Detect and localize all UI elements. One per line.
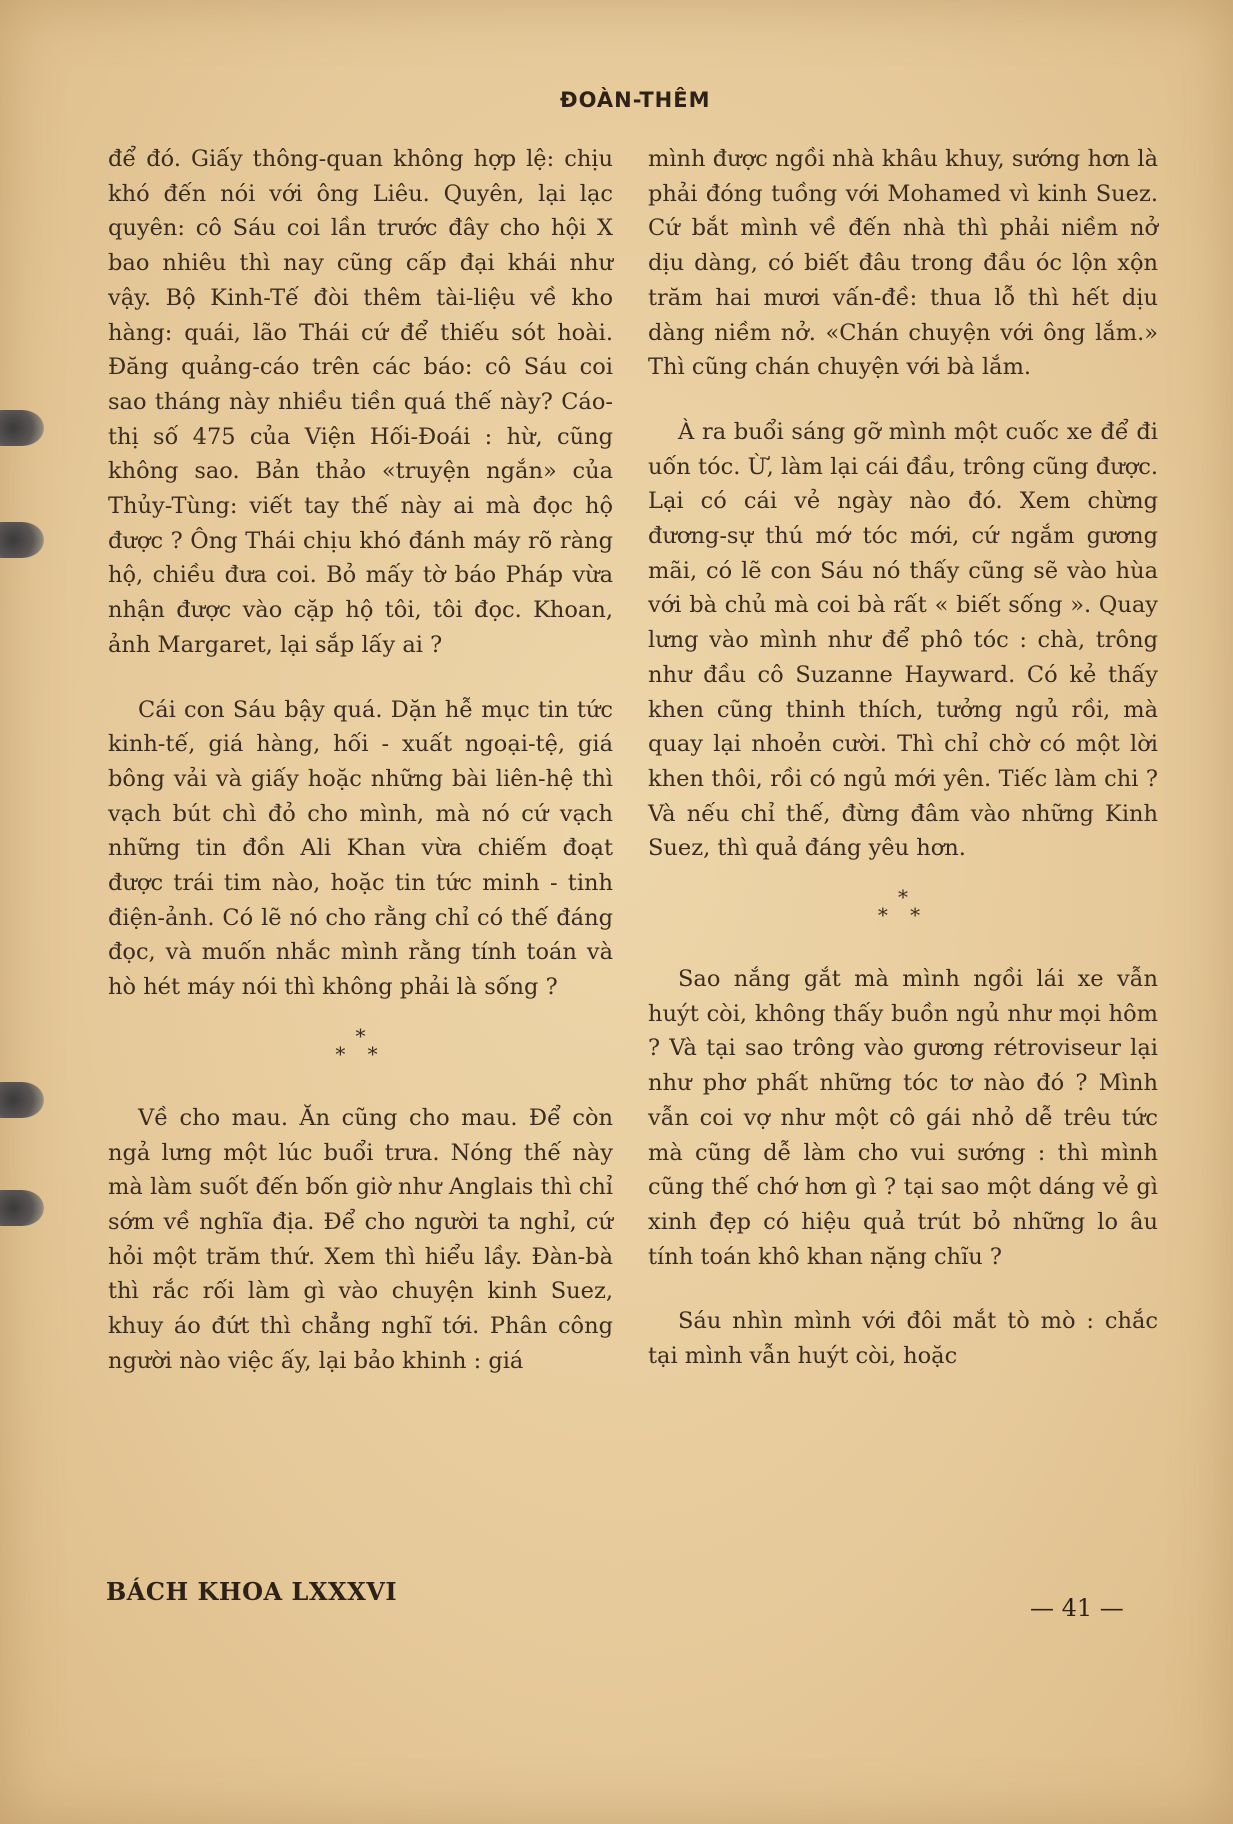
divider-star-bottom: * * — [335, 1041, 386, 1066]
divider-star-bottom: * * — [877, 903, 929, 928]
binding-hole-3 — [0, 1082, 44, 1118]
left-column — [108, 142, 613, 1379]
paragraph-gap — [648, 385, 1158, 415]
right-paragraph-1: mình được ngồi nhà khâu khuy, sướng hơn là phải đóng tuồng với Mohamed vì kinh Suez. Cứ bắt mình về đến nhà thì phải niềm nở dịu dàng, có biết đâu trong đầu óc lộn xộn trăm hai mươi vấn-đề: thua lỗ thì hết dịu dàng niềm nở. «Chán chuyện với ông lắm.» Thì cũng chán chuyện với bà lắm. — [648, 146, 1158, 381]
paragraph-gap — [108, 663, 613, 693]
divider-star-top: * — [355, 1023, 366, 1048]
paragraph-gap — [648, 1274, 1158, 1304]
publication-footer: BÁCH KHOA LXXXVI — [106, 1577, 398, 1606]
section-divider-left — [108, 1023, 613, 1066]
left-paragraph-3: Về cho mau. Ăn cũng cho mau. Để còn ngả lưng một lúc buổi trưa. Nóng thế này mà làm suốt đến bốn giờ như Anglais thì chỉ sớm về nghĩa địa. Để cho người ta nghỉ, cứ hỏi một trăm thứ. Xem thì hiểu lầy. Đàn-bà thì rắc rối làm gì vào chuyện kinh Suez, khuy áo đứt thì chẳng nghĩ tới. Phân công người nào việc ấy, lại bảo khinh : giá — [108, 1104, 613, 1374]
binding-hole-1 — [0, 410, 44, 446]
binding-hole-4 — [0, 1190, 44, 1226]
left-paragraph-1: để đó. Giấy thông-quan không hợp lệ: chịu khó đến nói với ông Liêu. Quyên, lại lạc quyên: cô Sáu coi lần trước đây cho hội X bao nhiêu thì nay cũng cấp đại khái như vậy. Bộ Kinh-Tế đòi thêm tài-liệu về kho hàng: quái, lão Thái cứ để thiếu sót hoài. Đăng quảng-cáo trên các báo: cô Sáu coi sao tháng này nhiều tiền quá thế này? Cáo-thị số 475 của Viện Hối-Đoái : hừ, cũng không sao. Bản thảo «truyện ngắn» của Thủy-Tùng: viết tay thế này ai mà đọc hộ được ? Ông Thái chịu khó đánh máy rõ ràng hộ, chiều đưa coi. Bỏ mấy tờ báo Pháp vừa nhận được vào cặp hộ tôi, tôi đọc. Khoan, ảnh Margaret, lại sắp lấy ai ? — [108, 146, 613, 658]
section-divider-right — [648, 885, 1158, 928]
right-paragraph-4: Sáu nhìn mình với đôi mắt tò mò : chắc tại mình vẫn huýt còi, hoặc — [648, 1308, 1158, 1370]
binding-hole-2 — [0, 522, 44, 558]
divider-star-top: * — [898, 885, 908, 910]
right-paragraph-2: À ra buổi sáng gỡ mình một cuốc xe để đi uốn tóc. Ừ, làm lại cái đầu, trông cũng được. Lại có cái vẻ ngày nào đó. Xem chừng đương-sự thú mớ tóc mới, cứ ngắm gương mãi, có lẽ con Sáu nó thấy cũng sẽ vào hùa với bà chủ mà coi bà rất « biết sống ». Quay lưng vào mình như để phô tóc : chà, trông như đầu cô Suzanne Hayward. Có kẻ thấy khen cũng thinh thích, tưởng ngủ rồi, mà quay lại nhoẻn cười. Thì chỉ chờ có một lời khen thôi, rồi có ngủ mới yên. Tiếc làm chi ? Và nếu chỉ thế, đừng đâm vào những Kinh Suez, thì quả đáng yêu hơn. — [648, 418, 1158, 862]
right-column — [648, 142, 1158, 1374]
left-paragraph-2: Cái con Sáu bậy quá. Dặn hễ mục tin tức kinh-tế, giá hàng, hối - xuất ngoại-tệ, giá bông vải và giấy hoặc những bài liên-hệ thì vạch bút chì đỏ cho mình, mà nó cứ vạch những tin đồn Ali Khan vừa chiếm đoạt được trái tim nào, hoặc tin tức minh - tinh điện-ảnh. Có lẽ nó cho rằng chỉ có thế đáng đọc, và muốn nhắc mình rằng tính toán và hò hét máy nói thì không phải là sống ? — [108, 696, 613, 1001]
right-paragraph-3: Sao nắng gắt mà mình ngồi lái xe vẫn huýt còi, không thấy buồn ngủ như mọi hôm ? Và tại sao trông vào gương rétroviseur lại như phơ phất những tóc tơ nào đó ? Mình vẫn coi vợ như một cô gái nhỏ dễ trêu tức mà cũng dễ làm cho vui sướng : thì mình cũng thế chớ hơn gì ? tại sao một dáng vẻ gì xinh đẹp có hiệu quả trút bỏ những lo âu tính toán khô khan nặng chĩu ? — [648, 966, 1158, 1270]
page-number: — 41 — — [1030, 1594, 1124, 1622]
running-header: ĐOÀN-THÊM — [560, 88, 711, 112]
